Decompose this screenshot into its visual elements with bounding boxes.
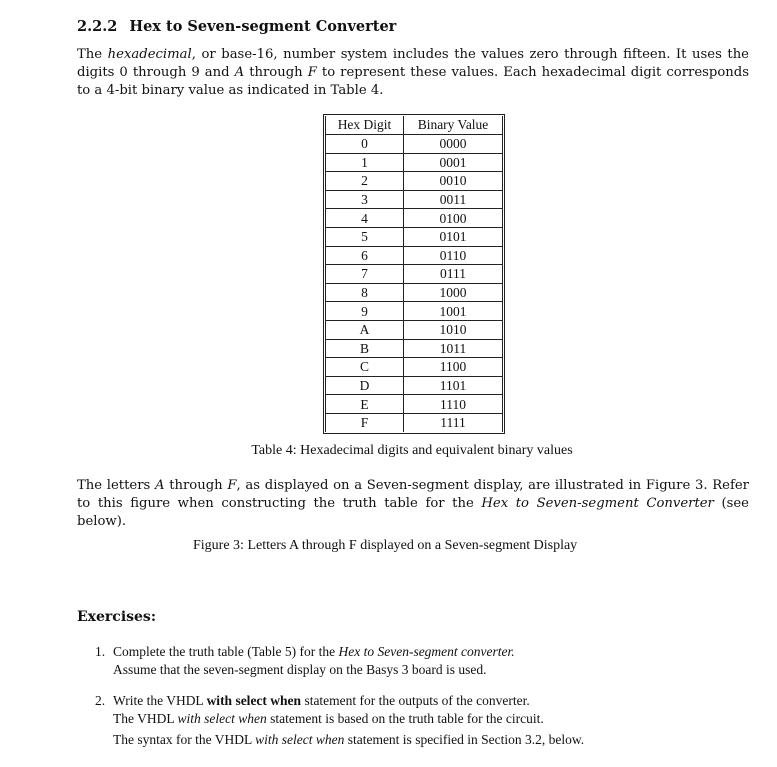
section-heading	[77, 18, 396, 35]
table-row	[326, 190, 503, 209]
table-row	[326, 376, 503, 395]
hex-digit-cell: D	[326, 376, 404, 395]
hex-digit-cell: C	[326, 358, 404, 377]
table-row	[326, 395, 503, 414]
section-title: Hex to Seven-segment Converter	[129, 18, 397, 35]
table-row	[326, 358, 503, 377]
binary-value-cell: 0100	[404, 209, 503, 228]
hex-binary-table	[323, 114, 505, 434]
figure-caption: Figure 3: Letters A through F displayed on a Seven-segment Display	[193, 538, 578, 553]
table-row	[326, 283, 503, 302]
hex-digit-cell: A	[326, 320, 404, 339]
binary-value-cell: 1010	[404, 320, 503, 339]
table-caption: Table 4: Hexadecimal digits and equivalent binary values	[251, 443, 573, 458]
table-row	[326, 209, 503, 228]
table-row	[326, 265, 503, 284]
table-row	[326, 302, 503, 321]
binary-value-cell: 1000	[404, 283, 503, 302]
exercise-item: 1. Complete the truth table (Table 5) for the Hex to Seven-segment converter. Assume that the seven-segment display on the Basys 3 board is used.	[95, 644, 515, 677]
table-row	[326, 153, 503, 172]
binary-value-cell: 1101	[404, 376, 503, 395]
binary-value-cell: 1111	[404, 413, 503, 431]
hex-digit-cell: 2	[326, 172, 404, 191]
table-row	[326, 413, 503, 431]
binary-value-cell: 1001	[404, 302, 503, 321]
hex-digit-cell: 9	[326, 302, 404, 321]
table-header: Hex Digit	[326, 116, 404, 135]
exercise-number: 2.	[95, 693, 106, 708]
binary-value-cell: 1100	[404, 358, 503, 377]
hex-digit-cell: 6	[326, 246, 404, 265]
binary-value-cell: 1011	[404, 339, 503, 358]
table-row	[326, 320, 503, 339]
table-header: Binary Value	[404, 116, 503, 135]
table-row	[326, 135, 503, 154]
hex-digit-cell: 7	[326, 265, 404, 284]
hex-digit-cell: 4	[326, 209, 404, 228]
intro-paragraph: The hexadecimal, or base-16, number system includes the values zero through fifteen. It uses the digits 0 through 9 and A through F to represent these values. Each hexadecimal digit corresponds to a 4-bit binary value as indicated in Table 4.	[77, 47, 749, 98]
exercises-heading: Exercises:	[77, 609, 156, 625]
hex-digit-cell: 1	[326, 153, 404, 172]
exercise-number: 1.	[95, 644, 106, 659]
binary-value-cell: 0000	[404, 135, 503, 154]
hex-digit-cell: F	[326, 413, 404, 431]
hex-digit-cell: 5	[326, 227, 404, 246]
letters-paragraph: The letters A through F, as displayed on a Seven-segment display, are illustrated in Figure 3. Refer to this figure when constructing the truth table for the Hex to Seven-segment Converter (see below).	[77, 478, 749, 529]
section-number: 2.2.2	[77, 18, 118, 35]
binary-value-cell: 0110	[404, 246, 503, 265]
binary-value-cell: 0010	[404, 172, 503, 191]
table-row	[326, 339, 503, 358]
hex-digit-cell: B	[326, 339, 404, 358]
binary-value-cell: 0001	[404, 153, 503, 172]
binary-value-cell: 0011	[404, 190, 503, 209]
binary-value-cell: 1110	[404, 395, 503, 414]
binary-value-cell: 0111	[404, 265, 503, 284]
table-row	[326, 172, 503, 191]
hex-digit-cell: 8	[326, 283, 404, 302]
exercise-item: 2. Write the VHDL with select when statement for the outputs of the converter. The VHDL with select when statement is based on the truth table for the circuit. The syntax for the VHDL with select when statement is specified in Section 3.2, below.	[95, 693, 585, 747]
table-row	[326, 227, 503, 246]
hex-digit-cell: 3	[326, 190, 404, 209]
table-row	[326, 246, 503, 265]
binary-value-cell: 0101	[404, 227, 503, 246]
hex-digit-cell: E	[326, 395, 404, 414]
hex-digit-cell: 0	[326, 135, 404, 154]
